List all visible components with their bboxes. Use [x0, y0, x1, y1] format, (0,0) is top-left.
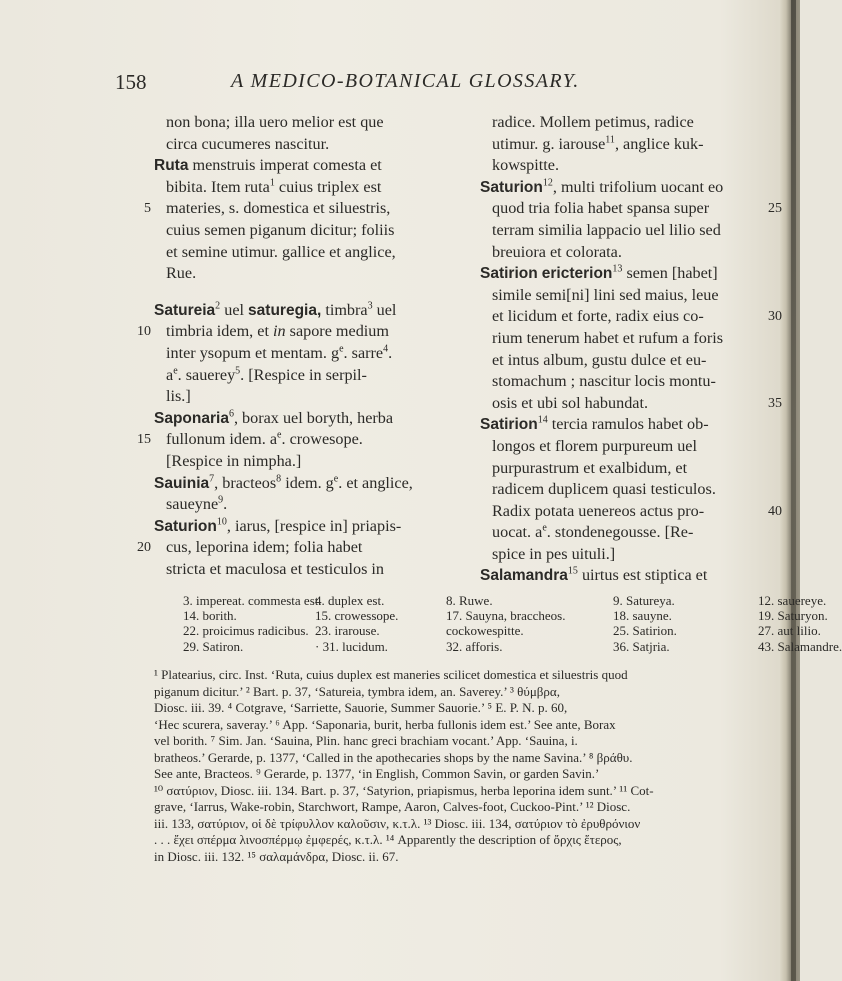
text-line	[154, 242, 462, 264]
binding-strip	[791, 0, 796, 981]
footnote-ref: 8	[276, 473, 282, 485]
text-span: uel	[372, 300, 397, 319]
text-line	[137, 429, 462, 451]
variant-row	[183, 623, 821, 639]
text-span: longos et florem purpureum uel	[492, 436, 697, 455]
text-span: cuius semen piganum dicitur; foliis	[166, 220, 395, 239]
footnote-line: iii. 133, σατύριον, οἱ δὲ τρίφυλλον καλοῦσιν, κ.τ.λ. ¹³ Diosc. iii. 134, σατύριον τὸ ἐρυθρόνιον	[154, 815, 641, 831]
footnote-line: Diosc. iii. 39. ⁴ Cotgrave, ‘Sarriette, Sauorie, Summer Sauorie.’ ⁵ E. P. N. p. 60,	[154, 700, 568, 715]
variant-reading: 22. proicimus radicibus.	[183, 623, 309, 639]
line-number: 15	[137, 432, 151, 448]
text-span: quod tria folia habet spansa super	[492, 199, 710, 218]
text-span: . crowesope.	[281, 430, 363, 449]
text-line	[154, 516, 462, 538]
text-span: , multi trifolium uocant eo	[552, 177, 724, 196]
text-span: timbra	[321, 300, 368, 319]
footnote-ref: 1	[269, 177, 275, 189]
text-line	[480, 263, 782, 285]
text-line	[154, 155, 462, 177]
line-number: 10	[137, 324, 151, 340]
text-line	[154, 263, 462, 285]
variant-reading: cockowespitte.	[446, 623, 524, 639]
headword: Satirion	[480, 265, 538, 283]
text-span: Radix potata uenereos actus pro-	[492, 501, 705, 520]
right-text-column	[480, 112, 782, 587]
variant-row	[183, 608, 828, 624]
footnote-ref: 12	[542, 177, 553, 189]
text-line	[137, 321, 462, 343]
text-span: et licidum et forte, radix eius co-	[492, 307, 704, 326]
text-line	[154, 494, 462, 516]
text-line	[154, 300, 462, 322]
variant-row	[183, 593, 827, 608]
text-span: rium tenerum habet et rufum a foris	[492, 328, 724, 347]
text-span: uirtus est stiptica et	[577, 566, 708, 585]
text-line	[154, 220, 462, 242]
text-line	[480, 501, 782, 523]
running-title: A MEDICO-BOTANICAL GLOSSARY.	[231, 70, 580, 92]
line-number: 35	[768, 395, 782, 411]
headword: ericterion	[541, 265, 613, 283]
variant-reading: 32. afforis.	[446, 638, 503, 654]
footnote-ref: 14	[537, 414, 548, 426]
text-span: materies, s. domestica et siluestris,	[166, 199, 391, 218]
variant-reading: 17. Sauyna, braccheos.	[446, 608, 566, 624]
variant-reading: 18. sauyne.	[613, 608, 672, 624]
variant-reading: 4. duplex est.	[315, 593, 385, 608]
headword: Sauinia	[154, 474, 210, 492]
text-span: stricta et maculosa et testiculos in	[166, 559, 385, 578]
footnotes	[154, 667, 782, 865]
headword: Saturion	[154, 517, 217, 535]
footnote-line: vel borith. ⁷ Sim. Jan. ‘Sauina, Plin. hanc greci brachiam vocant.’ App. ‘Sauina, i.	[154, 733, 578, 748]
text-span: lis.]	[166, 387, 191, 406]
text-span: non bona; illa uero melior est que	[166, 113, 384, 131]
text-span: , bracteos	[214, 473, 277, 492]
variant-reading: 15. crowessope.	[315, 608, 399, 624]
text-span: et intus album, gustu dulce et eu-	[492, 350, 707, 369]
variant-reading: 12. sauereye.	[758, 593, 827, 608]
text-span: . et anglice,	[338, 473, 413, 492]
textual-variants	[183, 593, 842, 654]
footnote-ref: e	[173, 365, 178, 377]
text-span: utimur. g. iarouse	[492, 134, 606, 153]
headword: Satirion	[480, 416, 538, 434]
text-line	[480, 177, 782, 199]
text-span: cus, leporina idem; folia habet	[166, 538, 363, 557]
text-line	[154, 112, 462, 134]
text-line	[154, 386, 462, 408]
text-line	[480, 198, 782, 220]
footnote-line: ¹⁰ σατύριον, Diosc. iii. 134. Bart. p. 37, ‘Satyrion, priapismus, herba leporina idem sunt.’ ¹¹ Cot-	[154, 782, 654, 798]
text-span: cuius triplex est	[274, 177, 382, 196]
footnote-ref: 11	[605, 134, 615, 146]
text-span: [Respice in nimpha.]	[166, 451, 302, 470]
page-number: 158	[115, 70, 147, 94]
text-span: . [Respice in serpil-	[240, 365, 367, 384]
footnote-ref: 9	[218, 494, 224, 506]
line-number: 5	[144, 201, 151, 217]
text-line	[480, 112, 782, 134]
headword: Saponaria	[154, 409, 229, 427]
footnote-line: . . . ἔχει σπέρμα λινοσπέρμῳ ἐμφερές, κ.τ.λ. ¹⁴ Apparently the description of ὄρχις ἕτερος,	[154, 832, 622, 847]
footnote-ref: 6	[228, 408, 234, 420]
text-line	[154, 177, 462, 199]
variant-reading: 8. Ruwe.	[446, 593, 493, 608]
text-line	[154, 451, 462, 473]
text-line	[154, 408, 462, 430]
text-span: menstruis imperat comesta et	[188, 156, 382, 175]
footnote-ref: 4	[383, 343, 389, 355]
headword: Ruta	[154, 157, 189, 175]
text-span: saueyne	[166, 495, 219, 514]
text-line	[480, 458, 782, 480]
footnote-ref: e	[339, 343, 344, 355]
text-span: Rue.	[166, 264, 197, 283]
footnote-ref: 2	[215, 300, 221, 312]
text-span: fullonum idem. a	[166, 430, 278, 449]
text-span: , anglice kuk-	[614, 134, 704, 153]
text-line	[480, 544, 782, 566]
text-span: osis et ubi sol habundat.	[492, 393, 649, 412]
line-number: 20	[137, 540, 151, 556]
italic-text: in	[273, 322, 286, 341]
line-number: 40	[768, 503, 782, 519]
footnote-ref: 7	[209, 473, 215, 485]
footnote-ref: 5	[235, 365, 241, 377]
text-span: terram similia lappacio uel lilio sed	[492, 220, 721, 239]
headword: Saturion	[480, 178, 543, 196]
text-line	[144, 198, 462, 220]
footnote-ref: e	[333, 473, 339, 485]
text-span: radice. Mollem petimus, radice	[492, 113, 694, 131]
text-span: inter ysopum et mentam. g	[166, 343, 340, 362]
text-line	[137, 537, 462, 559]
variant-row	[183, 638, 842, 654]
footnote-ref: 15	[567, 566, 578, 578]
text-span: spice in pes uituli.]	[492, 544, 616, 563]
headword: Satureia	[154, 301, 216, 319]
headword: Salamandra	[480, 567, 568, 585]
text-span: timbria idem, et	[166, 322, 273, 341]
page-edge-shadow	[780, 0, 800, 981]
footnote-line: ‘Hec scurera, saveray.’ ⁶ App. ‘Saponaria, burit, herba fullonis idem est.’ See ante, Borax	[154, 716, 616, 732]
text-line	[480, 371, 782, 393]
text-span: stomachum ; nascitur locis montu-	[492, 372, 716, 391]
text-span: . sauerey	[177, 365, 236, 384]
text-line	[480, 565, 782, 587]
text-line	[480, 134, 782, 156]
footnote-ref: 10	[216, 516, 227, 528]
footnote-line: grave, ‘Iarrus, Wake-robin, Starchwort, Rampe, Aaron, Calves-foot, Cuckoo-Pint.’ ¹² Diosc.	[154, 799, 631, 814]
text-line	[480, 328, 782, 350]
text-span: idem. g	[281, 473, 334, 492]
text-line	[154, 343, 462, 365]
text-span: uel	[220, 300, 249, 319]
variant-reading: 27. aut lilio.	[758, 623, 821, 639]
headword: saturegia,	[248, 301, 322, 319]
paragraph-gap	[154, 285, 462, 300]
text-line	[480, 285, 782, 307]
footnote-line: bratheos.’ Gerarde, p. 1377, ‘Called in the apothecaries shops by the name Savina.’ ⁸ βράθυ.	[154, 749, 633, 765]
text-span: et semine utimur. gallice et anglice,	[166, 242, 396, 261]
text-span: kowspitte.	[492, 156, 559, 175]
text-line	[480, 306, 782, 328]
line-number: 25	[768, 201, 782, 217]
variant-reading: 19. Saturyon.	[758, 608, 828, 624]
variant-reading: 25. Satirion.	[613, 623, 677, 639]
text-line	[480, 522, 782, 544]
text-span: radicem duplicem quasi testiculos.	[492, 480, 716, 499]
text-line	[480, 220, 782, 242]
variant-reading: 3. impereat. commesta est.	[183, 593, 322, 608]
text-line	[480, 479, 782, 501]
footnote-ref: 3	[367, 300, 373, 312]
text-line	[154, 134, 462, 156]
variant-reading: 9. Satureya.	[613, 593, 675, 608]
text-line	[154, 473, 462, 495]
variant-reading: 43. Salamandre.	[758, 638, 842, 654]
variant-reading: · 31. lucidum.	[315, 638, 388, 654]
variant-reading: 36. Satjria.	[613, 638, 670, 654]
text-span: .	[388, 343, 393, 362]
text-span: sapore medium	[285, 322, 389, 341]
text-line	[154, 365, 462, 387]
text-span: simile semi[ni] lini sed maius, leue	[492, 285, 719, 304]
text-line	[154, 559, 462, 581]
footnote-ref: e	[277, 429, 282, 441]
text-span: uocat. a	[492, 523, 543, 542]
text-span: bibita. Item ruta	[166, 177, 270, 196]
footnote-ref: 13	[612, 263, 623, 275]
variant-reading: 29. Satiron.	[183, 638, 244, 654]
footnote-line: See ante, Bracteos. ⁹ Gerarde, p. 1377, ‘in English, Common Savin, or garden Savin.’	[154, 766, 600, 781]
left-text-column	[137, 112, 462, 580]
text-span: . sarre	[343, 343, 384, 362]
text-line	[480, 436, 782, 458]
text-line	[480, 414, 782, 436]
text-line	[480, 393, 782, 415]
text-span: semen [habet]	[622, 264, 718, 283]
text-span: purpurastrum et exalbidum, et	[492, 458, 688, 477]
text-span: tercia ramulos habet ob-	[547, 415, 709, 434]
text-span: breuiora et colorata.	[492, 242, 622, 261]
text-line	[480, 242, 782, 264]
page-header	[0, 70, 800, 100]
text-line	[480, 155, 782, 177]
variant-reading: 23. irarouse.	[315, 623, 380, 639]
footnote-ref: e	[542, 522, 547, 534]
text-span: circa cucumeres nascitur.	[166, 134, 330, 153]
text-line	[480, 350, 782, 372]
text-span: a	[166, 365, 174, 384]
line-number: 30	[768, 309, 782, 325]
text-span: .	[223, 495, 228, 514]
text-span: , borax uel boryth, herba	[233, 408, 394, 427]
footnote-line: ¹ Platearius, circ. Inst. ‘Ruta, cuius duplex est maneries scilicet domestica et siluestris quod	[154, 667, 628, 682]
variant-reading: 14. borith.	[183, 608, 237, 624]
footnote-line: in Diosc. iii. 132. ¹⁵ σαλαμάνδρα, Diosc. ii. 67.	[154, 848, 399, 864]
text-span: , iarus, [respice in] priapis-	[226, 516, 402, 535]
footnote-line: piganum dicitur.’ ² Bart. p. 37, ‘Satureia, tymbra idem, an. Saverey.’ ³ θύμβρα,	[154, 683, 560, 699]
text-span: . stondenegousse. [Re-	[546, 523, 694, 542]
